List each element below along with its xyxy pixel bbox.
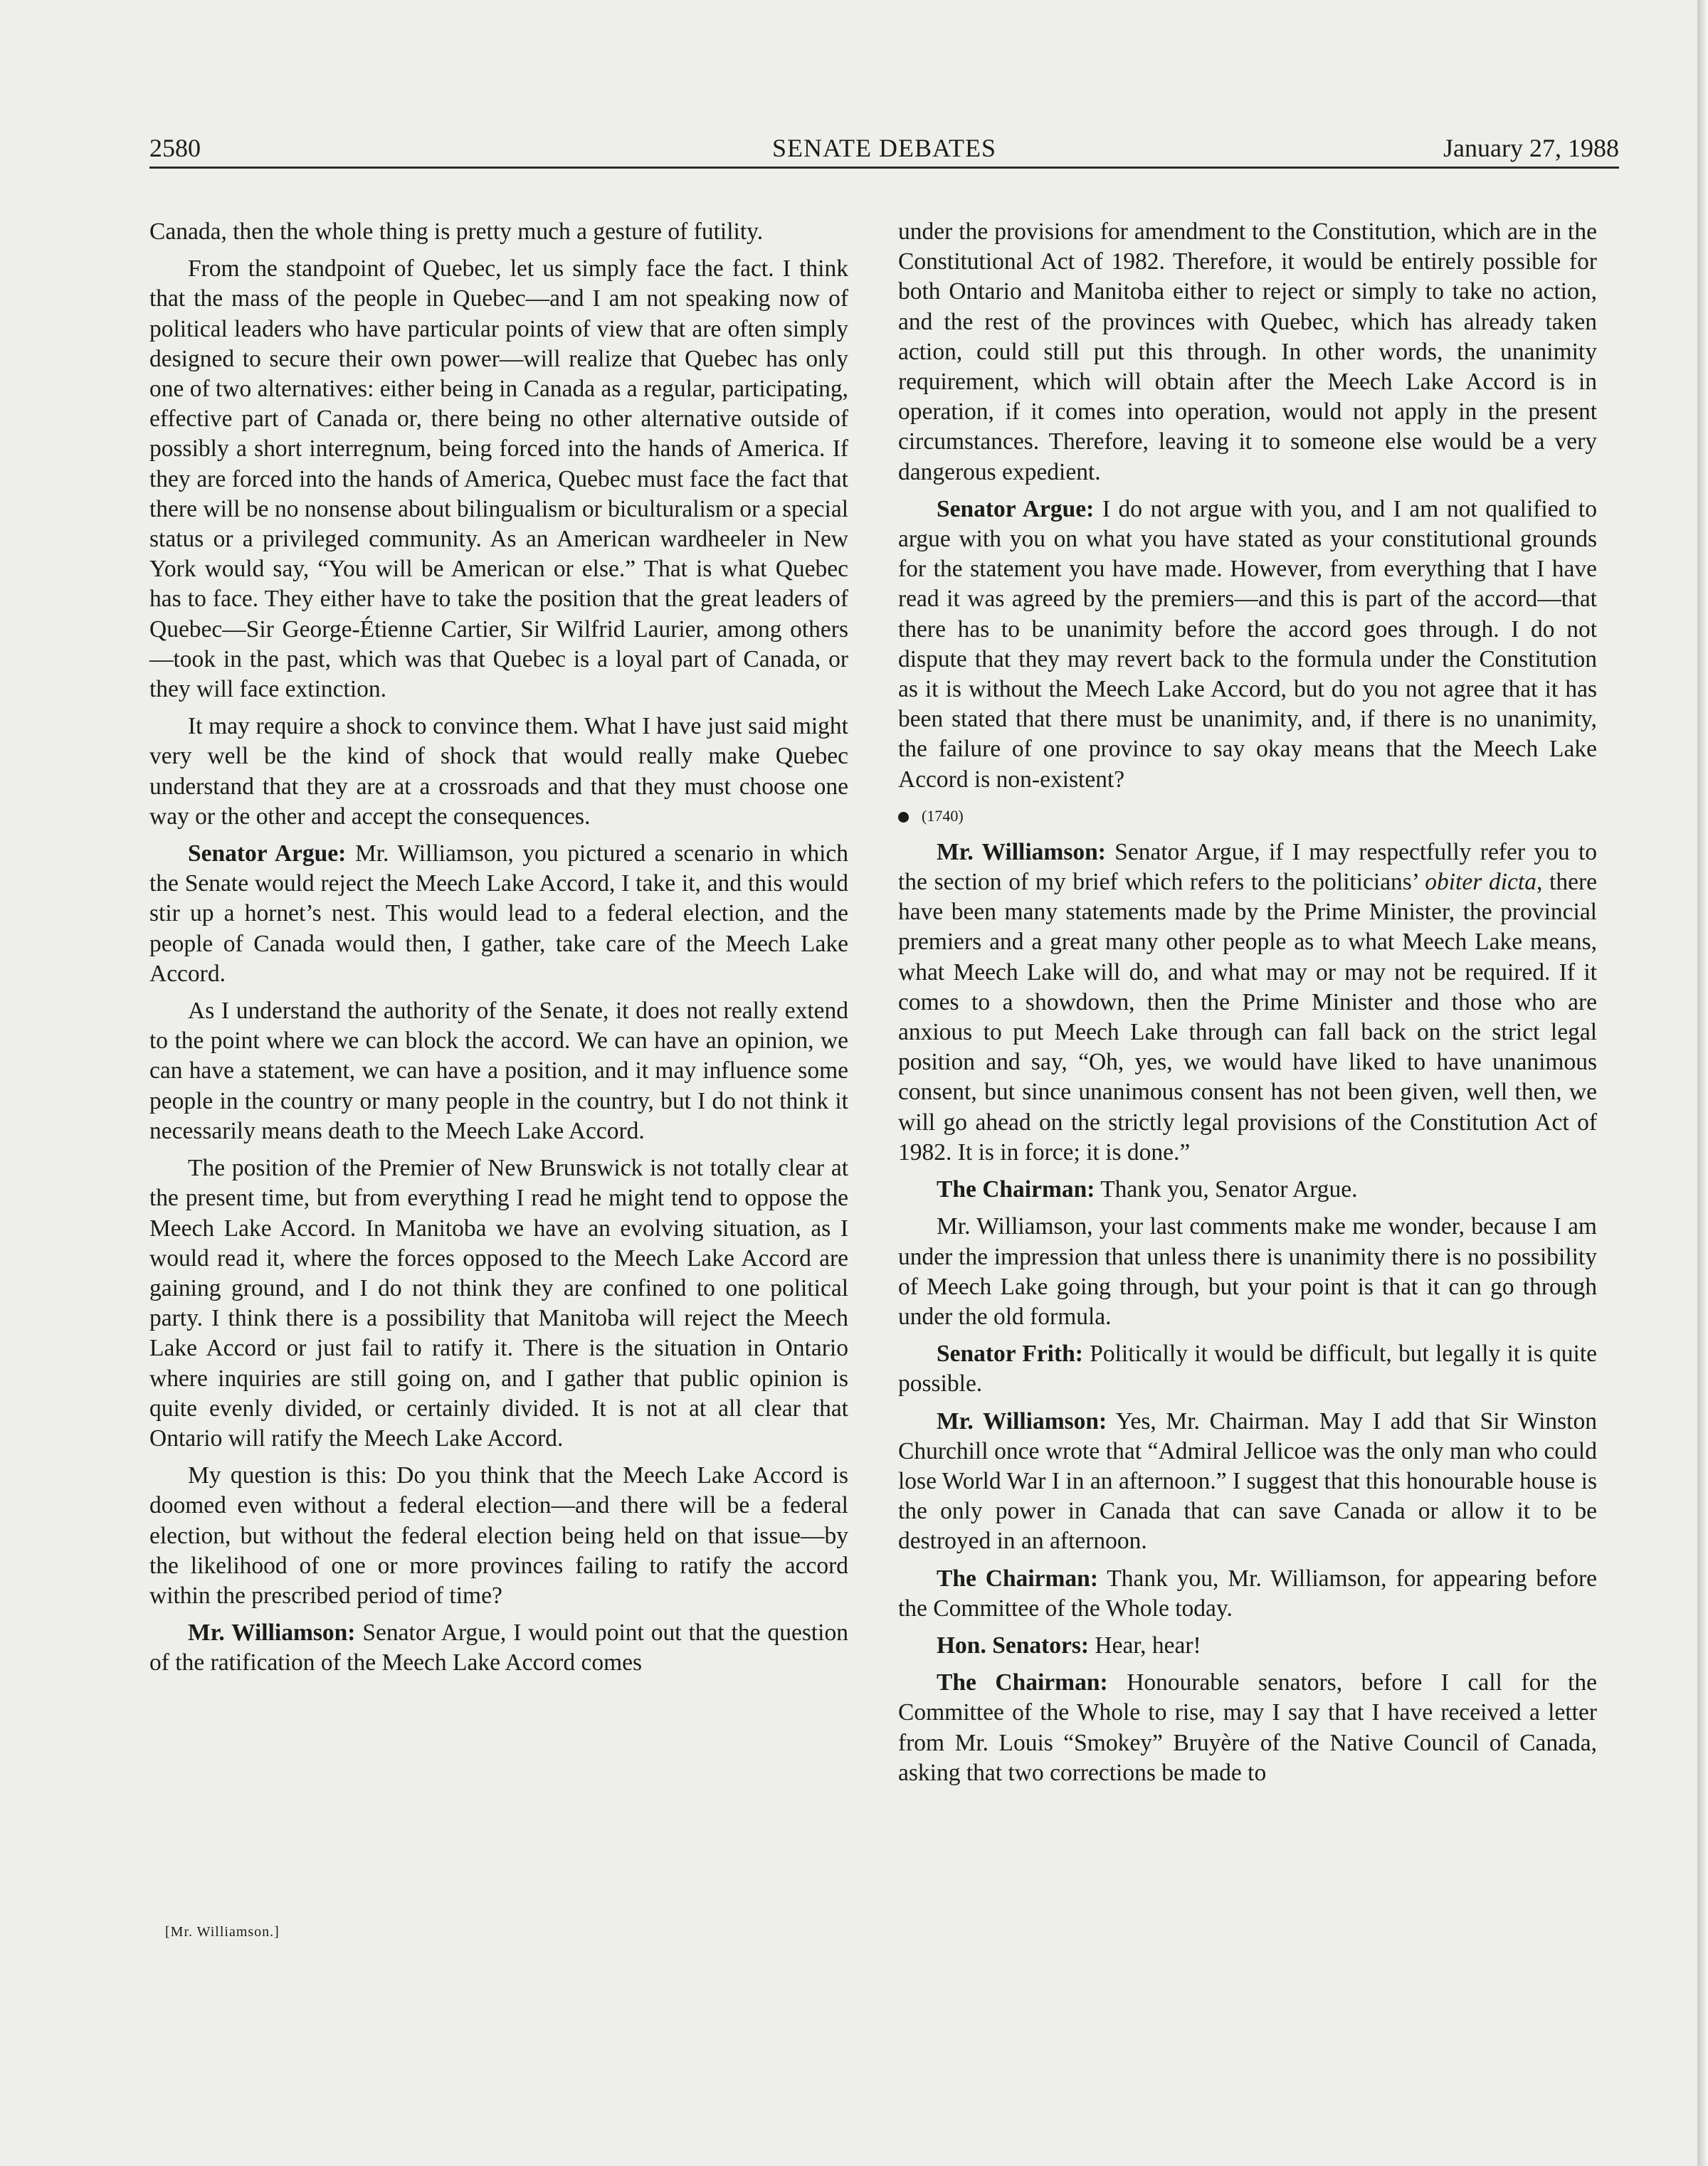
left-column bbox=[149, 217, 848, 1686]
speaker-name: Senator Argue: bbox=[188, 840, 347, 867]
speaker-name: The Chairman: bbox=[937, 1565, 1098, 1592]
speaker-name: Senator Frith: bbox=[937, 1341, 1083, 1368]
page-header bbox=[149, 130, 1619, 167]
speaker-name: Mr. Williamson: bbox=[937, 838, 1106, 865]
speaker-name: Mr. Williamson: bbox=[188, 1620, 356, 1647]
speech-paragraph bbox=[898, 1407, 1597, 1557]
speaker-name: Hon. Senators: bbox=[937, 1632, 1090, 1659]
speech-text: I do not argue with you, and I am not qualified to argue with you on what you have stated as your constitutional grounds for the statement you have made. However, from everything that I have read it was agreed by the premiers—and this is part of the accord—that there has to be unanimity before the accord goes through. I do not dispute that they may revert back to the formula under the Constitution as it is without the Meech Lake Accord, but do you not agree that it has been stated that there must be unanimity, and, if there is no unanimity, the failure of one province to say okay means that the Meech Lake Accord is non-existent? bbox=[898, 495, 1597, 793]
speech-paragraph bbox=[898, 1668, 1597, 1788]
speech-paragraph bbox=[898, 1564, 1597, 1624]
page-number: 2580 bbox=[149, 134, 201, 162]
speaker-name: The Chairman: bbox=[937, 1176, 1095, 1203]
paragraph: Canada, then the whole thing is pretty much a gesture of futility. bbox=[149, 218, 764, 245]
header-rule bbox=[149, 167, 1619, 169]
paragraph: As I understand the authority of the Senate, it does not really extend to the point where we can block the accord. We can have an opinion, we can have a statement, we can have a position, and it may influence some people in the country or many people in the country, but I do not think it necessarily means death to the Meech Lake Accord. bbox=[149, 998, 848, 1144]
paragraph: It may require a shock to convince them. What I have just said might very well be the kind of shock that would really make Quebec understand that they are at a crossroads and that they must choose one way or the other and accept the consequences. bbox=[149, 713, 848, 830]
time-marker bbox=[898, 802, 1597, 830]
speech-paragraph bbox=[898, 1339, 1597, 1399]
speech-paragraph bbox=[898, 838, 1597, 1168]
bullet-icon bbox=[898, 812, 909, 823]
paragraph: My question is this: Do you think that the Meech Lake Accord is doomed even without a federal election—and there will be a federal election, but without the federal election being held on that issue—by the likelihood of one or more provinces failing to ratify the accord within the prescribed period of time? bbox=[149, 1462, 848, 1609]
paragraph: The position of the Premier of New Brunswick is not totally clear at the present time, but from everything I read he might tend to oppose the Meech Lake Accord. In Manitoba we have an evolving situation, as I would read it, where the forces opposed to the Meech Lake Accord are gaining ground, and I do not think they are confined to one political party. I think there is a possibility that Manitoba will reject the Meech Lake Accord or just fail to ratify it. There is the situation in Ontario where inquiries are still going on, and I gather that public opinion is quite evenly divided, or certainly divided. It is not at all clear that Ontario will ratify the Meech Lake Accord. bbox=[149, 1155, 848, 1452]
speaker-name: The Chairman: bbox=[937, 1669, 1108, 1696]
speech-paragraph bbox=[149, 1618, 848, 1678]
publication-title: SENATE DEBATES bbox=[771, 134, 996, 162]
page-date: January 27, 1988 bbox=[1443, 134, 1619, 162]
speech-text: Mr. Williamson, you pictured a scenario in which the Senate would reject the Meech Lake Accord, I take it, and this would stir up a hornet’s nest. This would lead to a federal election, and the people of Canada would then, I gather, take care of the Meech Lake Accord. bbox=[149, 840, 849, 987]
paragraph: Mr. Williamson, your last comments make me wonder, because I am under the impression that unless there is unanimity there is no possibility of Meech Lake going through, but your point is that it can go through under the old formula. bbox=[898, 1213, 1597, 1330]
speaker-footnote: [Mr. Williamson.] bbox=[165, 1924, 280, 1940]
speech-text: , there have been many statements made by the Prime Minister, the provincial premiers and a great many other people as to what Meech Lake means, what Meech Lake will do, and what may or may not be required. If it comes to a showdown, then the Prime Minister and those who are anxious to put Meech Lake through can fall back on the strict legal position and say, “Oh, yes, we would have liked to have unanimous consent, but since unanimous consent has not been given, well then, we will go ahead on the strictly legal provisions of the Constitution Act of 1982. It is in force; it is done.” bbox=[898, 869, 1597, 1166]
paragraph: From the standpoint of Quebec, let us simply face the fact. I think that the mass of the people in Quebec—and I am not speaking now of political leaders who have particular points of view that are often simply designed to secure their own power—will realize that Quebec has only one of two alternatives: either being in Canada as a regular, participating, effective part of Canada or, there being no other alternative outside of possibly a short interregnum, being forced into the hands of America. If they are forced into the hands of America, Quebec must face the fact that there will be no nonsense about bilingualism or biculturalism or a special status or a privileged community. As an American wardheeler in New York would say, “You will be American or else.” That is what Quebec has to face. They either have to take the position that the great leaders of Quebec—Sir George-Étienne Cartier, Sir Wilfrid Laurier, among others—took in the past, which was that Quebec is a loyal part of Canada, or they will face extinction. bbox=[149, 255, 848, 703]
speech-text: Thank you, Mr. Williamson, for appearing before the Committee of the Whole today. bbox=[898, 1565, 1597, 1622]
time-marker-text: (1740) bbox=[922, 806, 964, 825]
speech-text: Yes, Mr. Chairman. May I add that Sir Winston Churchill once wrote that “Admiral Jellicoe was the only man who could lose World War I in an afternoon.” I suggest that this honourable house is the only power in Canada that can save Canada or allow it to be destroyed in an afternoon. bbox=[898, 1407, 1597, 1555]
speech-text: Senator Argue, I would point out that the question of the ratification of the Meech Lake Accord comes bbox=[149, 1620, 848, 1676]
speech-paragraph bbox=[149, 839, 848, 989]
page-edge bbox=[1697, 0, 1708, 2166]
speech-text: Senator Argue, if I may respectfully refer you to the section of my brief which refers to the politicians’ bbox=[898, 838, 1598, 896]
speech-text: Thank you, Senator Argue. bbox=[1095, 1176, 1358, 1203]
speech-text: Politically it would be difficult, but legally it is quite possible. bbox=[898, 1341, 1597, 1398]
speech-text: Honourable senators, before I call for the Committee of the Whole to rise, may I say that I have received a letter from Mr. Louis “Smokey” Bruyère of the Native Council of Canada, asking that two corrections be made to bbox=[898, 1669, 1597, 1786]
speaker-name: Senator Argue: bbox=[937, 495, 1095, 522]
speech-paragraph bbox=[898, 1175, 1597, 1205]
italic-phrase: obiter dicta bbox=[1425, 869, 1536, 896]
speech-text: Hear, hear! bbox=[1089, 1632, 1201, 1659]
right-column bbox=[898, 217, 1597, 1795]
paragraph: under the provisions for amendment to the Constitution, which are in the Constitutional Act of 1982. Therefore, it would be entirely possible for both Ontario and Manitoba either to reject or simply to take no action, and the rest of the provinces with Quebec, which has already taken action, could still put this through. In other words, the unanimity requirement, which will obtain after the Meech Lake Accord is in operation, if it comes into operation, would not apply in the present circumstances. Therefore, leaving it to someone else would be a very dangerous expedient. bbox=[898, 218, 1597, 485]
speech-paragraph bbox=[898, 1631, 1597, 1661]
speech-paragraph bbox=[898, 495, 1597, 795]
speaker-name: Mr. Williamson: bbox=[937, 1407, 1107, 1435]
